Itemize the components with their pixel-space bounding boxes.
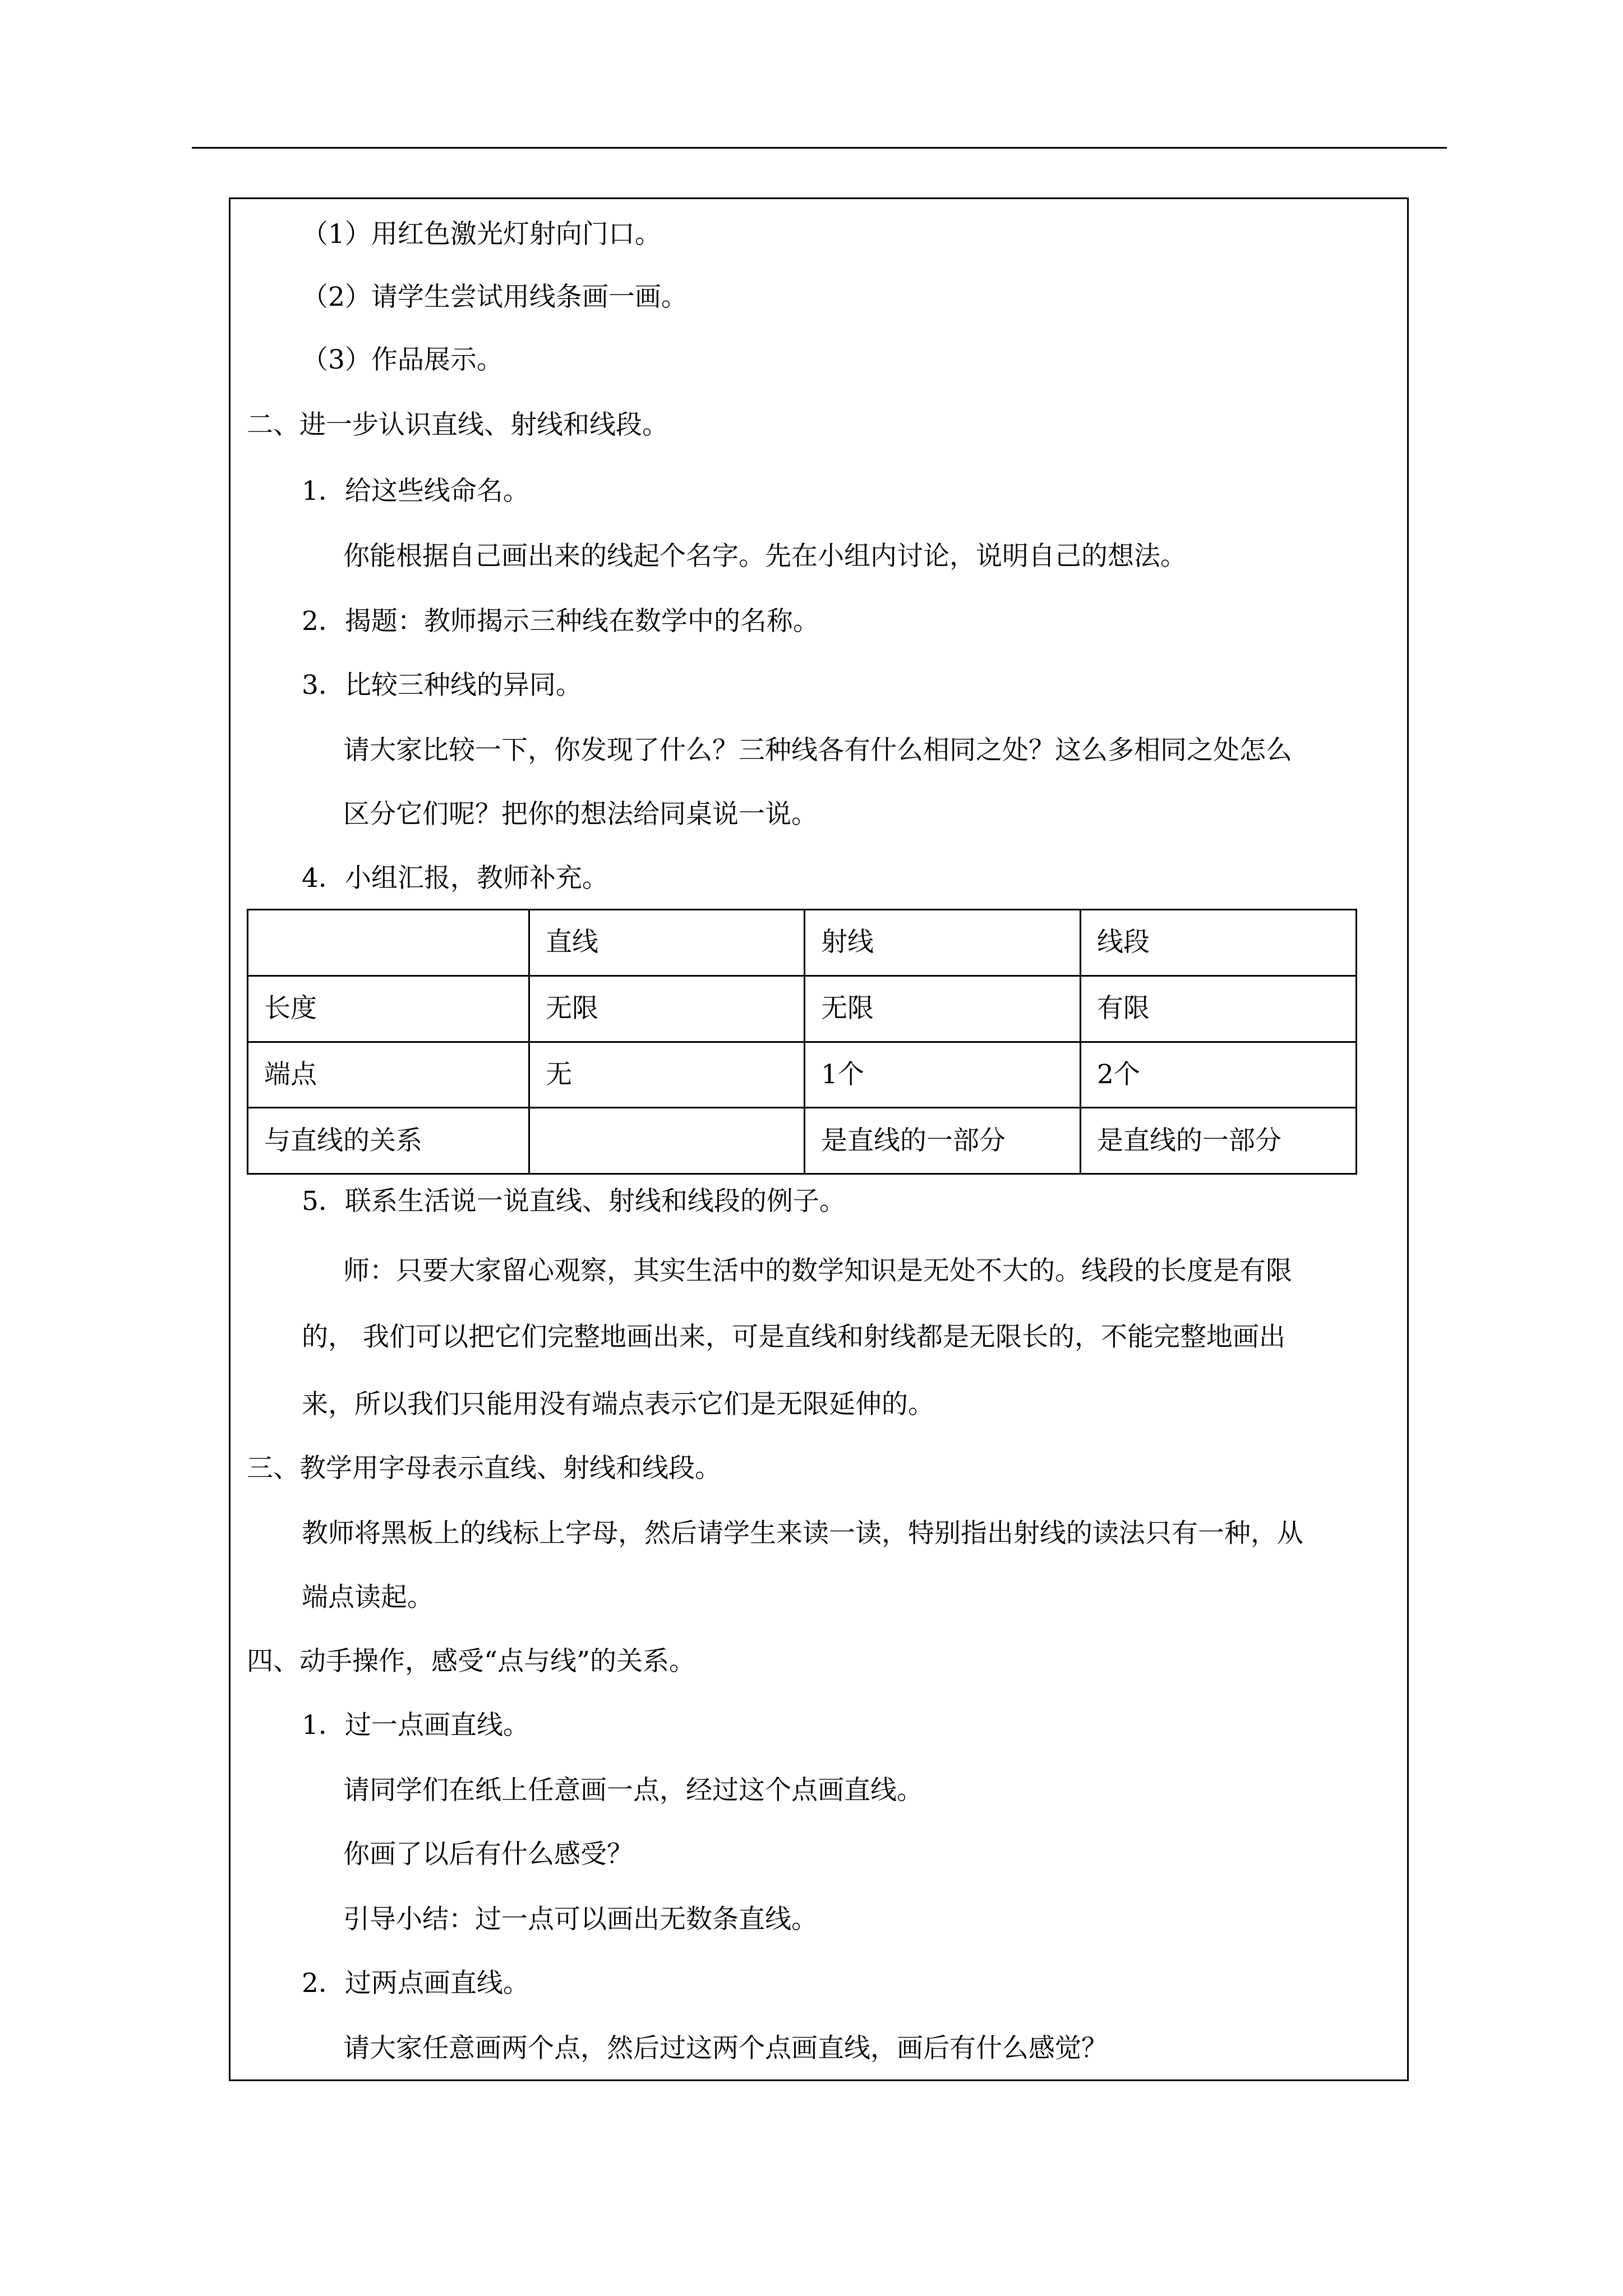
text-line: 师：只要大家留心观察，其实生活中的数学知识是无处不大的。线段的长度是有限 <box>343 1255 1292 1286</box>
table-cell: 有限 <box>1081 976 1357 1042</box>
text-line: 4．小组汇报，教师补充。 <box>302 863 608 894</box>
table-cell: 1个 <box>805 1042 1081 1108</box>
text-line: 来，所以我们只能用没有端点表示它们是无限延伸的。 <box>302 1389 934 1420</box>
header-rule <box>192 147 1447 149</box>
section-heading: 三、教学用字母表示直线、射线和线段。 <box>247 1453 721 1484</box>
table-cell: 是直线的一部分 <box>1081 1108 1357 1174</box>
text-line: （3）作品展示。 <box>302 344 503 375</box>
table-cell: 无限 <box>805 976 1081 1042</box>
text-line: 1．过一点画直线。 <box>302 1710 529 1741</box>
text-line: 你能根据自己画出来的线起个名字。先在小组内讨论，说明自己的想法。 <box>343 541 1187 572</box>
table-cell: 是直线的一部分 <box>805 1108 1081 1174</box>
text-line: 请同学们在纸上任意画一点，经过这个点画直线。 <box>343 1775 923 1806</box>
text-line: 请大家任意画两个点，然后过这两个点画直线，画后有什么感觉？ <box>343 2033 1108 2064</box>
table-cell: 端点 <box>248 1042 529 1108</box>
text-line: 的， 我们可以把它们完整地画出来，可是直线和射线都是无限长的，不能完整地画出 <box>302 1322 1285 1352</box>
table-cell: 直线 <box>529 910 805 976</box>
table-row <box>248 1042 1357 1108</box>
table-cell <box>529 1108 805 1174</box>
text-line: 你画了以后有什么感受？ <box>343 1839 633 1870</box>
table-cell: 与直线的关系 <box>248 1108 529 1174</box>
table-cell: 线段 <box>1081 910 1357 976</box>
table-cell: 长度 <box>248 976 529 1042</box>
text-line: 引导小结：过一点可以画出无数条直线。 <box>343 1904 818 1935</box>
table-cell <box>248 910 529 976</box>
text-line: 请大家比较一下，你发现了什么？三种线各有什么相同之处？这么多相同之处怎么 <box>343 735 1292 766</box>
table-row <box>248 910 1357 976</box>
text-line: （1）用红色激光灯射向门口。 <box>302 219 661 250</box>
text-line: 1．给这些线命名。 <box>302 476 529 507</box>
table-row <box>248 976 1357 1042</box>
text-line: 2．揭题：教师揭示三种线在数学中的名称。 <box>302 606 819 637</box>
table-row <box>248 1108 1357 1174</box>
section-heading: 二、进一步认识直线、射线和线段。 <box>247 409 668 440</box>
table-cell: 2个 <box>1081 1042 1357 1108</box>
comparison-table <box>247 909 1357 1175</box>
section-heading: 四、动手操作，感受“点与线”的关系。 <box>247 1646 696 1677</box>
text-line: 3．比较三种线的异同。 <box>302 670 582 701</box>
text-line: 5．联系生活说一说直线、射线和线段的例子。 <box>302 1186 846 1217</box>
table-cell: 无限 <box>529 976 805 1042</box>
table-cell: 射线 <box>805 910 1081 976</box>
text-line: （2）请学生尝试用线条画一画。 <box>302 282 688 312</box>
text-line: 2．过两点画直线。 <box>302 1968 529 1999</box>
table-cell: 无 <box>529 1042 805 1108</box>
text-line: 区分它们呢？把你的想法给同桌说一说。 <box>343 799 818 830</box>
text-line: 端点读起。 <box>302 1582 434 1613</box>
text-line: 教师将黑板上的线标上字母，然后请学生来读一读，特别指出射线的读法只有一种，从 <box>302 1518 1303 1549</box>
